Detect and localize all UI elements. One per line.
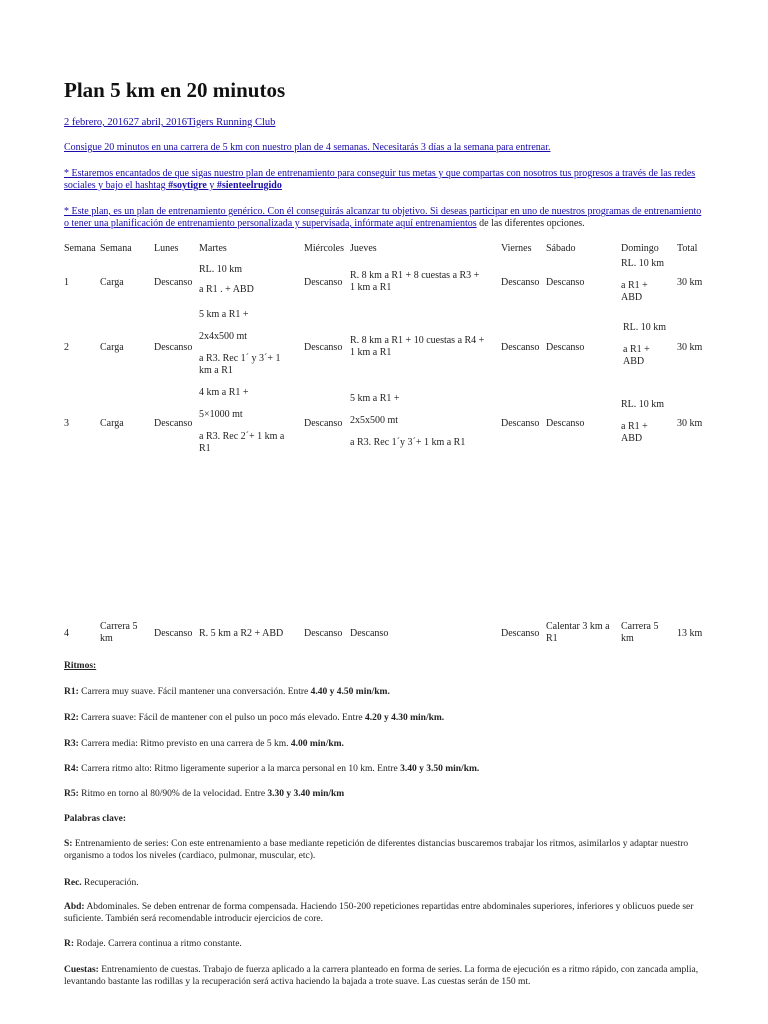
row1-jueves <box>350 270 498 294</box>
row3-martes-line: 4 km a R1 + <box>199 387 249 398</box>
row4-phase-line: Carrera 5 <box>100 621 138 632</box>
row3-martes-line: R1 <box>199 443 211 454</box>
clave-text: Entrenamiento de series: Con este entrenamiento a base mediante repetición de diferentes distancias buscaremos trabajar los ritmos, asimilarlos y adaptar nuestro organismo a todos los niveles (cardiaco, pulmonar, muscular, etc). <box>64 839 689 861</box>
row1-martes-line: RL. 10 km <box>199 264 243 275</box>
row2-week: 2 <box>64 342 69 353</box>
clave-text: Rodaje. Carrera continua a ritmo constante. <box>74 939 242 949</box>
row2-miercoles: Descanso <box>304 342 343 353</box>
row4-phase-line: km <box>100 633 113 644</box>
row3-total: 30 km <box>677 418 703 429</box>
row1-jueves-line: R. 8 km a R1 + 8 cuestas a R3 + <box>350 270 480 281</box>
row1-miercoles: Descanso <box>304 277 343 288</box>
row1-jueves-line: 1 km a R1 <box>350 282 392 293</box>
note-social-link[interactable] <box>64 168 695 191</box>
clave-cuestas <box>64 964 704 988</box>
ritmo-pace: 3.40 y 3.50 min/km. <box>400 764 480 774</box>
row3-week: 3 <box>64 418 69 429</box>
ritmo-key: R3: <box>64 739 79 749</box>
row3-sabado: Descanso <box>546 418 585 429</box>
row2-domingo-line: a R1 + <box>623 344 650 355</box>
row1-domingo-line: ABD <box>621 292 643 303</box>
row2-martes-line: km a R1 <box>199 365 233 376</box>
ritmo-r1 <box>64 686 704 698</box>
ritmos-heading-text: Ritmos: <box>64 661 97 671</box>
date-published-link[interactable]: 2 febrero, 2016 <box>64 117 129 128</box>
clave-rodaje <box>64 938 704 950</box>
row4-domingo <box>621 621 675 645</box>
row4-martes: R. 5 km a R2 + ABD <box>199 628 284 639</box>
header-total: Total <box>677 243 698 254</box>
ritmo-text: Carrera muy suave. Fácil mantener una conversación. Entre <box>78 687 311 697</box>
row3-domingo <box>621 399 675 445</box>
row2-phase: Carga <box>100 342 124 353</box>
row1-lunes: Descanso <box>154 277 193 288</box>
row3-jueves-line: 2x5x500 mt <box>350 415 399 426</box>
row3-miercoles: Descanso <box>304 418 343 429</box>
row3-martes-line: a R3. Rec 2´+ 1 km a <box>199 431 285 442</box>
row4-miercoles: Descanso <box>304 628 343 639</box>
ritmo-key: R2: <box>64 713 79 723</box>
clave-key: Abd: <box>64 902 85 912</box>
clave-key: Cuestas: <box>64 965 99 975</box>
hashtag-sienteelrugido: #sienteelrugido <box>216 180 282 191</box>
post-meta <box>64 117 275 128</box>
row2-martes-line: a R3. Rec 1´ y 3´+ 1 <box>199 353 281 364</box>
row3-lunes: Descanso <box>154 418 193 429</box>
row2-sabado: Descanso <box>546 342 585 353</box>
row4-phase <box>100 621 150 645</box>
row1-week: 1 <box>64 277 69 288</box>
date-updated-link[interactable]: 27 abril, 2016 <box>128 117 188 128</box>
ritmo-key: R4: <box>64 764 79 774</box>
header-lunes: Lunes <box>154 243 179 254</box>
clave-key: S: <box>64 839 73 849</box>
row3-martes <box>199 387 299 455</box>
ritmos-heading <box>64 660 704 672</box>
claves-heading <box>64 813 704 825</box>
row2-martes-line: 2x4x500 mt <box>199 331 248 342</box>
row1-martes-line: a R1 . + ABD <box>199 284 254 295</box>
clave-key: Rec. <box>64 878 82 888</box>
ritmo-r2 <box>64 712 704 724</box>
row4-sabado-line: R1 <box>546 633 558 644</box>
header-semana-2: Semana <box>100 243 132 254</box>
row2-jueves <box>350 335 500 359</box>
row1-total: 30 km <box>677 277 703 288</box>
row1-martes <box>199 264 299 296</box>
note-social-text: * Estaremos encantados de que sigas nuestro plan de entrenamiento para conseguir tus metas y que compartas con nosotros tus progresos a través de las redes sociales y bajo el hashtag <box>64 168 696 191</box>
row4-domingo-line: km <box>621 633 634 644</box>
ritmo-pace: 4.20 y 4.30 min/km. <box>365 713 445 723</box>
ritmo-text: Carrera ritmo alto: Ritmo ligeramente superior a la marca personal en 10 km. Entre <box>78 764 401 774</box>
ritmo-text: Carrera suave: Fácil de mantener con el pulso un poco más elevado. Entre <box>78 713 365 723</box>
ritmo-r5 <box>64 788 704 800</box>
clave-text: Abdominales. Se deben entrenar de forma compensada. Haciendo 150-200 repeticiones repartidas entre abdominales superiores, inferiores y oblicuos puede ser suficiente. También será recomendable introducir ejercicios de core. <box>64 902 694 924</box>
hashtag-soytigre: #soytigre <box>168 180 207 191</box>
row1-phase: Carga <box>100 277 124 288</box>
row3-domingo-line: a R1 + <box>621 421 648 432</box>
ritmo-pace: 4.40 y 4.50 min/km. <box>310 687 390 697</box>
header-sabado: Sábado <box>546 243 576 254</box>
clave-key: R: <box>64 939 75 949</box>
header-miercoles: Miércoles <box>304 243 344 254</box>
hashtag-and: y <box>206 180 217 191</box>
ritmo-key: R5: <box>64 789 79 799</box>
row2-jueves-line: R. 8 km a R1 + 10 cuestas a R4 + <box>350 335 485 346</box>
ritmo-text: Carrera media: Ritmo previsto en una carrera de 5 km. <box>78 739 291 749</box>
row3-viernes: Descanso <box>501 418 540 429</box>
ritmo-r3 <box>64 738 704 750</box>
clave-text: Entrenamiento de cuestas. Trabajo de fuerza aplicado a la carrera planteado en forma de series. La forma de ejecución es a ritmo rápido, con zancada amplia, levantando bastante las rodillas y la recuperación será activa haciendo la bajada a trote suave. Las cuestas serán de 150 mt. <box>64 965 699 987</box>
row4-total: 13 km <box>677 628 703 639</box>
row4-sabado-line: Calentar 3 km a <box>546 621 610 632</box>
intro-link[interactable]: Consigue 20 minutos en una carrera de 5 km con nuestro plan de 4 semanas. Necesitarás 3 días a la semana para entrenar. <box>64 142 551 153</box>
clave-abd <box>64 901 704 925</box>
page-title: Plan 5 km en 20 minutos <box>64 78 286 102</box>
note-social <box>64 168 704 192</box>
row2-domingo-line: RL. 10 km <box>623 322 667 333</box>
row1-domingo-line: RL. 10 km <box>621 258 665 269</box>
row4-week: 4 <box>64 628 69 639</box>
header-jueves: Jueves <box>350 243 377 254</box>
header-domingo: Domingo <box>621 243 659 254</box>
row1-viernes: Descanso <box>501 277 540 288</box>
row3-phase: Carga <box>100 418 124 429</box>
row3-jueves-line: a R3. Rec 1´y 3´+ 1 km a R1 <box>350 437 466 448</box>
row2-martes <box>199 309 299 377</box>
row1-domingo-line: a R1 + <box>621 280 648 291</box>
row3-domingo-line: RL. 10 km <box>621 399 665 410</box>
ritmo-r4 <box>64 763 704 775</box>
row3-domingo-line: ABD <box>621 433 643 444</box>
row2-total: 30 km <box>677 342 703 353</box>
entrenamientos-link[interactable]: * Este plan, es un plan de entrenamiento genérico. Con él conseguirás alcanzar tu objetivo. Si deseas participar en uno de nuestros programas de entrenamiento o tener una planificación de entrenamiento personalizada y supervisada, infórmate aquí entrenamientos <box>64 206 702 229</box>
ritmo-pace: 3.30 y 3.40 min/km <box>267 789 345 799</box>
row1-domingo <box>621 258 675 304</box>
ritmo-key: R1: <box>64 687 79 697</box>
author-link[interactable]: Tigers Running Club <box>187 117 276 128</box>
row4-domingo-line: Carrera 5 <box>621 621 659 632</box>
note-generic-rest: de las diferentes opciones. <box>476 218 585 229</box>
row2-lunes: Descanso <box>154 342 193 353</box>
ritmo-pace: 4.00 min/km. <box>290 739 344 749</box>
row4-jueves: Descanso <box>350 628 389 639</box>
row4-viernes: Descanso <box>501 628 540 639</box>
row2-domingo-line: ABD <box>623 356 645 367</box>
row1-sabado: Descanso <box>546 277 585 288</box>
ritmo-text: Ritmo en torno al 80/90% de la velocidad. Entre <box>78 789 268 799</box>
clave-series <box>64 838 704 862</box>
header-semana: Semana <box>64 243 96 254</box>
row4-sabado <box>546 621 620 645</box>
row2-viernes: Descanso <box>501 342 540 353</box>
note-generic <box>64 206 704 230</box>
row4-lunes: Descanso <box>154 628 193 639</box>
row2-jueves-line: 1 km a R1 <box>350 347 392 358</box>
row3-jueves-line: 5 km a R1 + <box>350 393 400 404</box>
row3-jueves <box>350 393 500 449</box>
claves-heading-text: Palabras clave: <box>64 814 127 824</box>
row2-martes-line: 5 km a R1 + <box>199 309 249 320</box>
header-martes: Martes <box>199 243 227 254</box>
row3-martes-line: 5×1000 mt <box>199 409 243 420</box>
intro-paragraph <box>64 142 704 154</box>
header-viernes: Viernes <box>501 243 532 254</box>
clave-rec <box>64 877 704 889</box>
clave-text: Recuperación. <box>81 878 139 888</box>
row2-domingo <box>623 322 677 368</box>
